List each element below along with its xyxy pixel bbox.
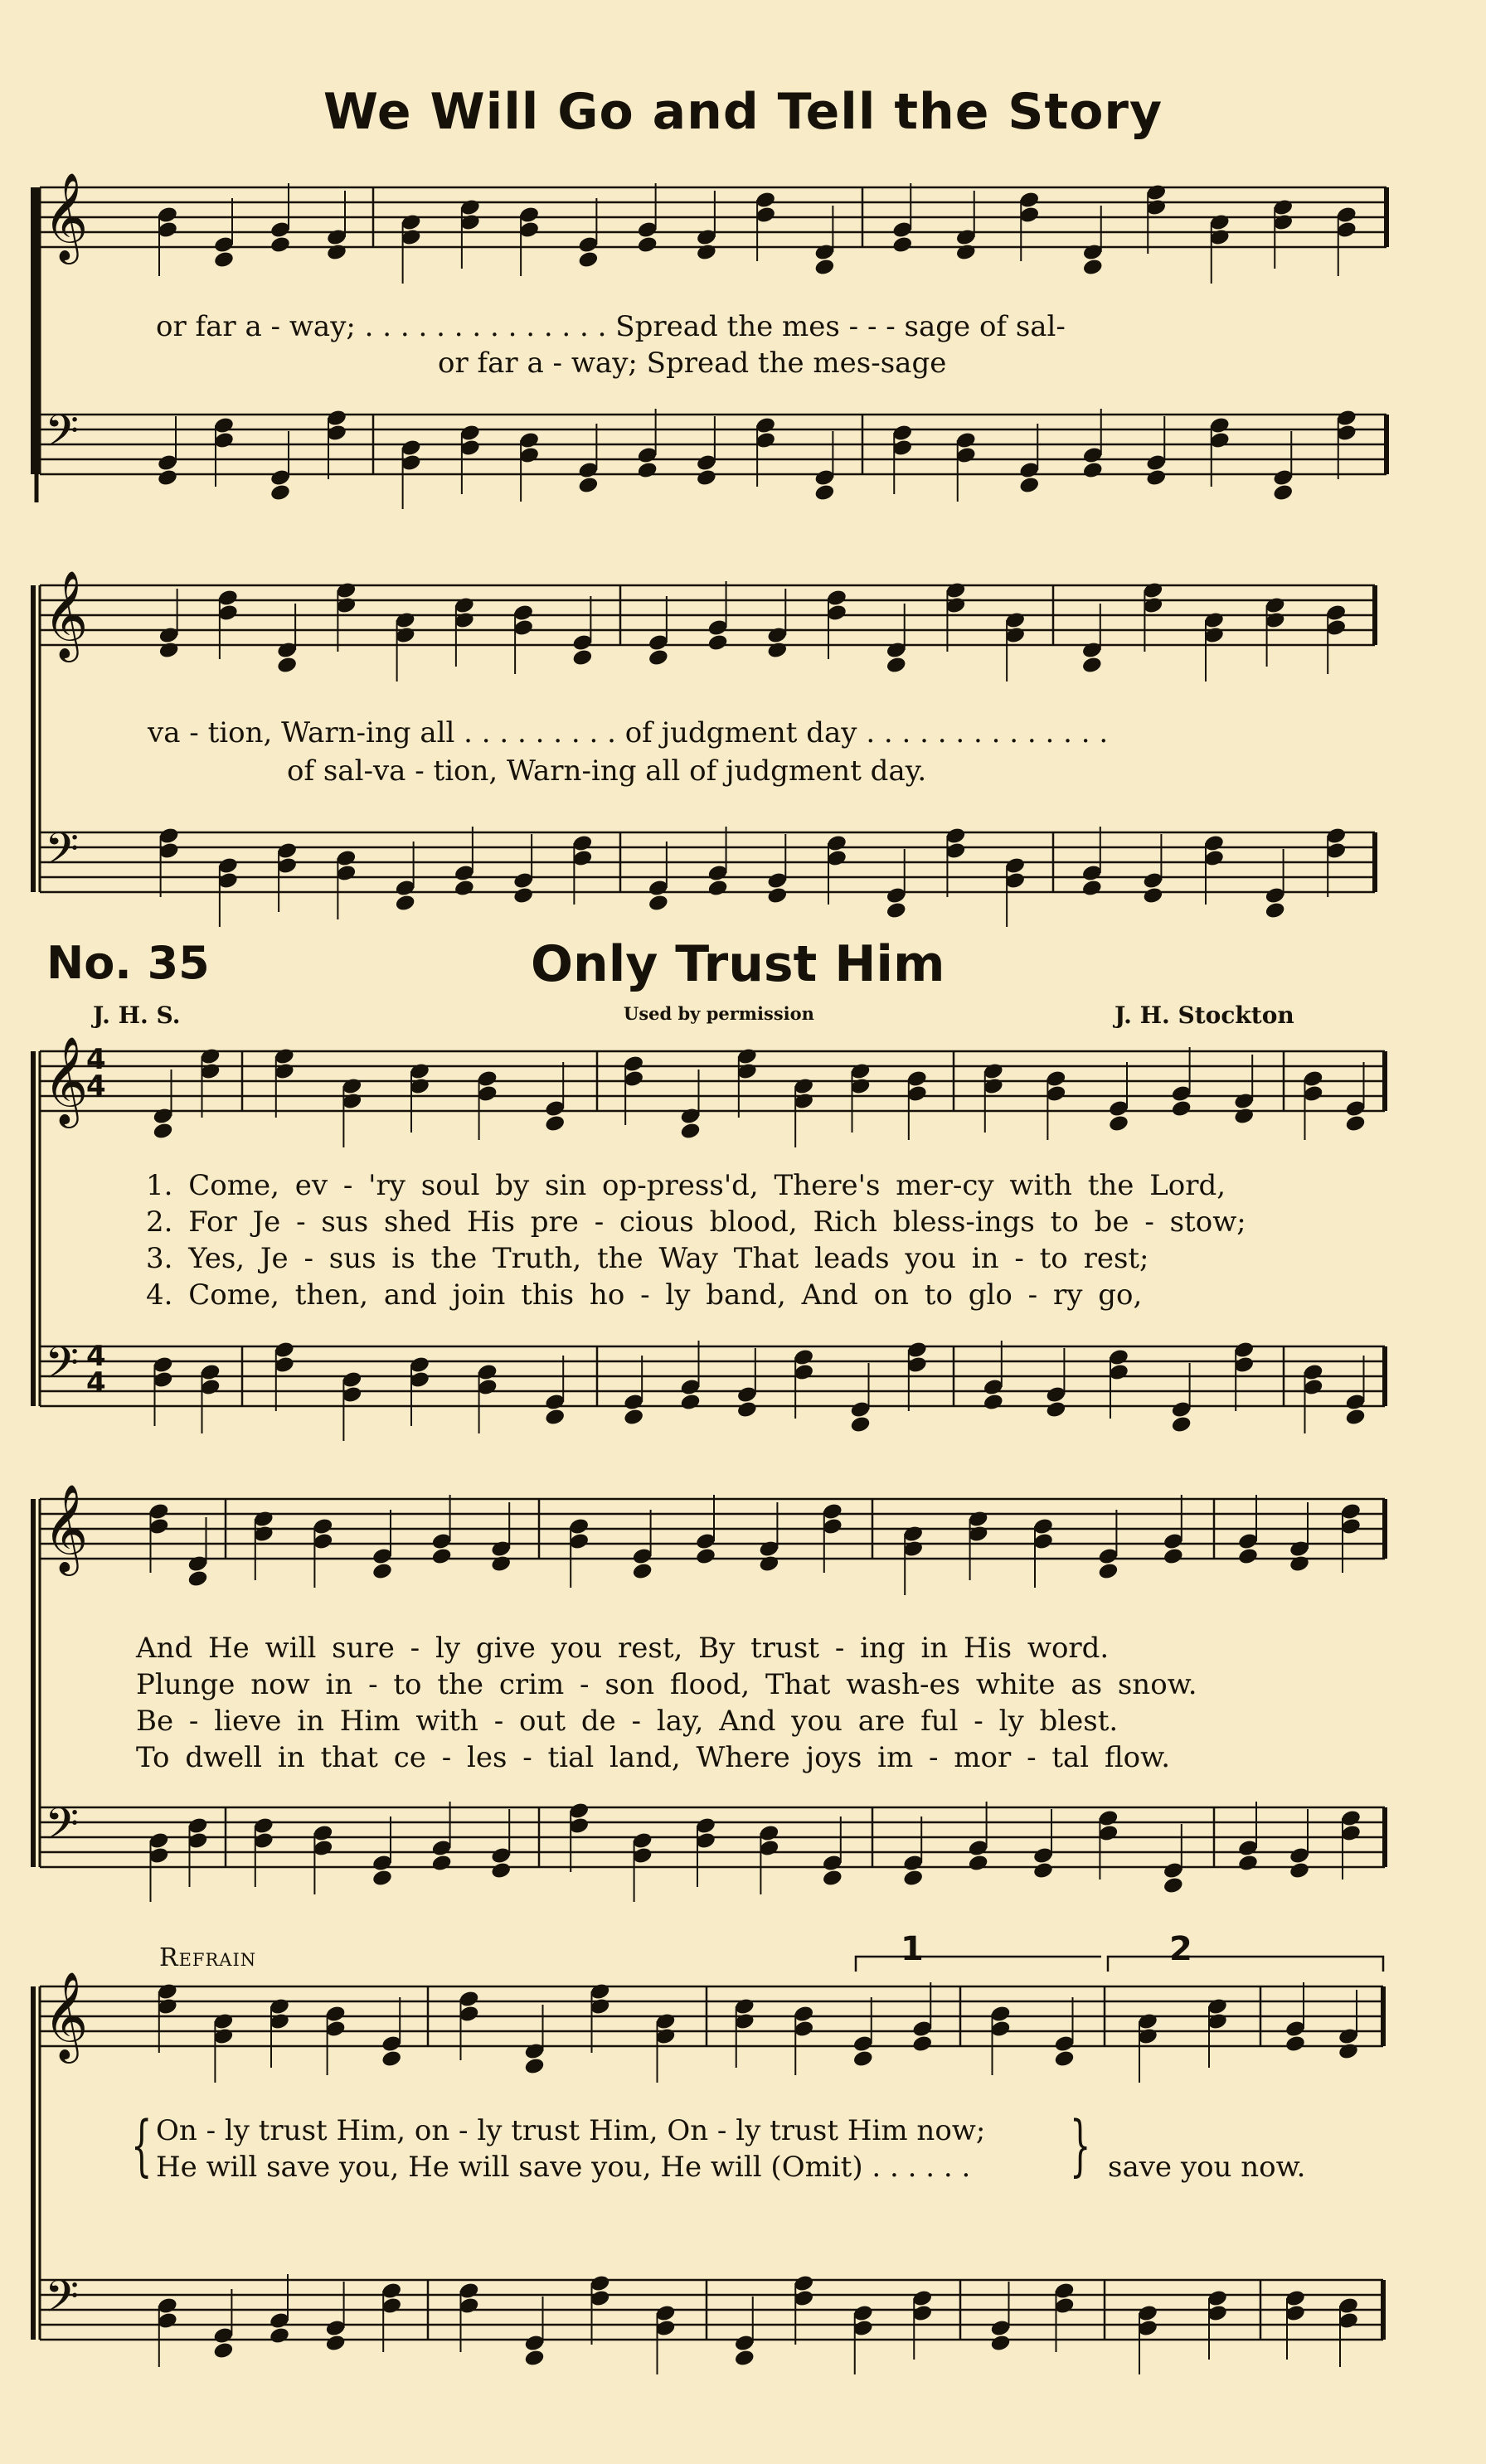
h1-sys1-bass-note — [157, 468, 178, 487]
h1-sys2-treble-note — [1081, 656, 1103, 675]
time-signature-bottom: 4 — [86, 1366, 106, 1399]
verse-line: 3. Yes, Je - sus is the Truth, the Way That leads you in - to rest; — [146, 1242, 1149, 1275]
h2-sys3-bass-note — [734, 2349, 755, 2368]
h2-sys3-bass-note — [212, 2341, 234, 2360]
h2-sys2-treble-note — [1237, 1547, 1259, 1566]
refrain-tail: save you now. — [1108, 2151, 1306, 2184]
h2-sys2-bass-note — [822, 1869, 843, 1888]
h1-sys2-bass-note — [1265, 901, 1286, 920]
hymn-title: Only Trust Him — [531, 935, 945, 993]
h2-sys1-bass-note — [544, 1408, 566, 1427]
h2-sys2-treble-note — [758, 1555, 779, 1574]
h2-sys2-treble-note — [431, 1547, 453, 1566]
h2-sys1-bass-note — [1344, 1408, 1366, 1427]
h2-sys1-bass-note — [1171, 1415, 1192, 1434]
h2-sys3-treble-note — [1053, 2049, 1075, 2069]
h1-sys1-bass-note — [696, 468, 717, 487]
h2-sys1-treble-note — [1171, 1099, 1192, 1118]
h2-sys2-bass-note — [1032, 1861, 1054, 1880]
h2-sys2-treble-note — [187, 1569, 208, 1589]
h1-sys1-treble-note — [270, 235, 291, 255]
h1-sys2-treble-clef: 𝄞 — [43, 570, 89, 658]
h2-sys2-bass-note — [490, 1861, 512, 1880]
h2-sys3-treble-note — [1338, 2042, 1359, 2061]
h2-sys2-treble-note — [1289, 1555, 1310, 1574]
h2-sys1-treble-note — [544, 1114, 566, 1133]
h2-sys2-bass-note — [968, 1854, 989, 1873]
h2-sys1-treble-clef: 𝄞 — [43, 1036, 89, 1124]
h1-sys2-treble-note — [766, 641, 788, 660]
h1-sys2-treble-note — [707, 633, 728, 652]
h2-sys2-bass-note — [431, 1854, 453, 1873]
h1-sys2-bass-note — [886, 901, 907, 920]
h2-sys2-treble-note — [490, 1555, 512, 1574]
h2-sys3-bass-clef: 𝄢 — [45, 2272, 80, 2333]
time-signature-top: 4 — [86, 1043, 106, 1076]
verse-line: Be - lieve in Him with - out de - lay, And you are ful - ly blest. — [136, 1705, 1119, 1738]
h1-sys2-treble-note — [648, 648, 669, 667]
h1-sys1-bass-note — [1082, 461, 1104, 480]
h2-sys1-treble-note — [679, 1122, 701, 1141]
h1-sys1-treble-note — [213, 250, 235, 269]
h2-sys2-bass-note — [902, 1869, 924, 1888]
h2-sys3-treble-note — [523, 2057, 545, 2076]
h2-sys3-treble-note — [852, 2049, 874, 2069]
h1-sys1-bass-note — [577, 476, 599, 495]
h2-sys1-bass-note — [736, 1400, 758, 1419]
h1-sys2-bass-note — [395, 894, 416, 913]
hymn1-system1-lyrics-upper: or far a - way; . . . . . . . . . . . . . . Spread the mes - - - sage of sal- — [156, 310, 1066, 343]
ending-1-label: 1 — [901, 1930, 924, 1968]
refrain-label: Refrain — [159, 1943, 257, 1972]
h2-sys1-bass-note — [983, 1393, 1004, 1412]
verse-line: 1. Come, ev - 'ry soul by sin op-press'd, There's mer-cy with the Lord, — [146, 1169, 1226, 1202]
h2-sys1-bass-clef: 𝄢 — [45, 1338, 80, 1399]
verse-line: 4. Come, then, and join this ho - ly band, And on to glo - ry go, — [146, 1278, 1143, 1312]
h1-sys1-bass-note — [1145, 468, 1167, 487]
h2-sys3-bass-note — [325, 2334, 347, 2353]
refrain-right-brace: } — [1070, 2107, 1091, 2184]
ending-2-label: 2 — [1169, 1930, 1192, 1968]
refrain-line-2: He will save you, He will save you, He will (Omit) . . . . . . — [156, 2151, 971, 2184]
h2-sys3-treble-note — [381, 2049, 402, 2069]
h2-sys2-bass-note — [1163, 1876, 1184, 1895]
h2-sys1-bass-note — [679, 1393, 701, 1412]
time-signature-bottom: 4 — [86, 1070, 106, 1103]
h2-sys1-treble-note — [1233, 1107, 1255, 1126]
time-signature-top: 4 — [86, 1340, 106, 1373]
h1-sys1-bass-note — [813, 483, 835, 502]
verse-line: 2. For Je - sus shed His pre - cious blood, Rich bless-ings to be - stow; — [146, 1205, 1246, 1239]
h1-sys1-treble-note — [637, 235, 658, 255]
h2-sys3-treble-note — [911, 2035, 933, 2054]
h2-sys2-bass-clef: 𝄢 — [45, 1799, 80, 1860]
h2-sys1-bass-note — [623, 1408, 644, 1427]
h1-sys2-treble-note — [571, 648, 593, 667]
ending-1-bracket — [856, 1957, 1101, 1972]
verse-line: And He will sure - ly give you rest, By trust - ing in His word. — [136, 1632, 1110, 1665]
h2-sys3-bass-note — [269, 2326, 290, 2345]
music-credit: J. H. Stockton — [1114, 1002, 1294, 1029]
h1-sys1-treble-note — [577, 250, 599, 269]
h1-sys1-bass-note — [1018, 476, 1040, 495]
h1-sys2-bass-clef: 𝄢 — [45, 824, 80, 885]
h1-sys1-treble-clef: 𝄞 — [43, 172, 89, 260]
h1-sys1-treble-note — [1082, 258, 1104, 277]
refrain-left-brace: { — [131, 2107, 153, 2184]
h1-sys1-treble-note — [813, 258, 835, 277]
words-credit: J. H. S. — [93, 1002, 181, 1029]
h1-sys2-bass-note — [454, 879, 475, 898]
h2-sys3-bass-note — [523, 2349, 545, 2368]
h1-sys2-treble-note — [276, 656, 298, 675]
h1-sys2-bass-note — [766, 886, 788, 905]
h2-sys1-bass-note — [1045, 1400, 1066, 1419]
h2-sys2-treble-note — [632, 1562, 653, 1581]
h1-sys1-treble-note — [955, 243, 977, 262]
ending-2-bracket — [1108, 1957, 1383, 1972]
permission-note: Used by permission — [624, 1003, 814, 1024]
h2-sys2-treble-note — [695, 1547, 716, 1566]
h2-sys2-treble-note — [1097, 1562, 1119, 1581]
h1-sys1-bass-note — [637, 461, 658, 480]
h1-sys1-bass-note — [1272, 483, 1294, 502]
h2-sys2-bass-note — [1237, 1854, 1259, 1873]
h2-sys2-treble-clef: 𝄞 — [43, 1483, 89, 1572]
h2-sys1-treble-note — [152, 1122, 173, 1141]
hymn-title: We Will Go and Tell the Story — [323, 83, 1163, 141]
h1-sys2-bass-note — [1081, 879, 1103, 898]
h2-sys2-bass-note — [372, 1869, 393, 1888]
h2-sys2-bass-note — [1289, 1861, 1310, 1880]
h2-sys2-treble-note — [1163, 1547, 1184, 1566]
h1-sys2-bass-note — [648, 894, 669, 913]
h1-sys2-treble-note — [158, 641, 180, 660]
h2-sys1-treble-note — [1344, 1114, 1366, 1133]
verse-line: Plunge now in - to the crim - son flood, That wash-es white as snow. — [136, 1668, 1197, 1701]
h1-sys2-bass-note — [1142, 886, 1163, 905]
h1-sys1-treble-note — [891, 235, 913, 255]
h2-sys3-bass-note — [989, 2334, 1011, 2353]
h2-sys2-treble-note — [372, 1562, 393, 1581]
hymn1-system2-lyrics-lower: of sal-va - tion, Warn-ing all of judgment day. — [287, 754, 927, 788]
verse-line: To dwell in that ce - les - tial land, Where joys im - mor - tal flow. — [136, 1741, 1171, 1774]
h1-sys1-treble-note — [326, 243, 347, 262]
h1-sys1-bass-note — [270, 483, 291, 502]
h1-sys1-bass-clef: 𝄢 — [45, 406, 80, 468]
h2-sys3-treble-clef: 𝄞 — [43, 1971, 89, 2059]
h2-sys1-treble-note — [1108, 1114, 1129, 1133]
h2-sys3-treble-note — [1284, 2035, 1306, 2054]
refrain-line-1: On - ly trust Him, on - ly trust Him, On - ly trust Him now; — [156, 2114, 986, 2147]
hymn1-system2-lyrics-upper: va - tion, Warn-ing all . . . . . . . . . of judgment day . . . . . . . . . . . . . . — [148, 716, 1109, 749]
h1-sys2-treble-note — [886, 656, 907, 675]
h1-sys1-treble-note — [696, 243, 717, 262]
hymn1-system1-lyrics-lower: or far a - way; Spread the mes-sage — [438, 347, 947, 380]
h2-sys1-bass-note — [849, 1415, 871, 1434]
h1-sys2-bass-note — [512, 886, 534, 905]
hymn-number: No. 35 — [46, 937, 210, 989]
h1-sys2-bass-note — [707, 879, 728, 898]
